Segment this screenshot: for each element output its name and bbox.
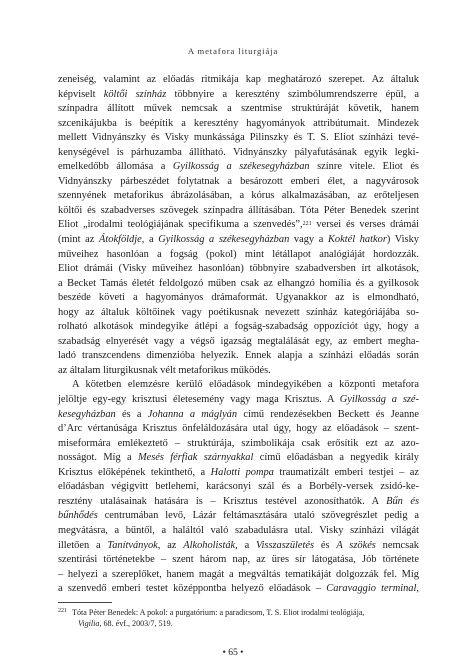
text-line	[58, 437, 419, 452]
text-segment: – helyezi a szereplőket, hanem magát a megváltás tematikáját dolgozzák fel. Míg	[58, 568, 419, 580]
text-line	[58, 393, 419, 408]
text-segment: resztény utalásainak hatására is – Krisztus testével azonosíthatók. A	[58, 495, 387, 507]
footnote	[58, 607, 419, 629]
text-line	[58, 568, 419, 583]
text-segment: szentírási történetekbe – szent három nap, az üres sír látogatása, Jób története	[58, 554, 419, 566]
footnote-text-line1: Tóta Péter Benedek: A pokol: a purgatórium: a paradicsom, T. S. Eliot irodalmi teológiája,	[72, 608, 365, 617]
text-line	[58, 175, 419, 190]
running-head: A metafora liturgiája	[187, 46, 279, 56]
text-segment: a szenvedő emberi testet középpontba helyező előadások –	[58, 583, 327, 595]
text-line	[58, 248, 419, 263]
italic-title: Visszaszületés	[255, 539, 315, 551]
italic-title: Alkoholisták	[183, 539, 236, 551]
text-segment: nemcsak	[375, 539, 420, 551]
text-segment: kenységével is párhuzamba állítható. Vidnyánszky pályafutásának egyik legki-	[58, 146, 419, 158]
text-segment: beszéde követi a hagyományos drámaformát. Ugyanakkor az is elmondható,	[58, 292, 419, 304]
text-segment: és a	[115, 408, 148, 420]
text-segment: ,	[416, 583, 419, 595]
text-line	[58, 480, 419, 495]
footnote-citation-details: , 68. évf., 2003/7, 519.	[99, 619, 173, 629]
text-line	[58, 262, 419, 277]
text-line	[58, 306, 419, 321]
text-line	[58, 582, 419, 597]
text-line	[58, 291, 419, 306]
text-segment: előadásban végigvitt betlehemi, karácsonyi szál és a Borbély-versek zsidó-ke-	[58, 481, 419, 493]
text-segment: ladó transzcendens dimenzióba helyezik. Ennek alapja a színházi előadás során	[58, 350, 419, 362]
text-segment: műveihez hasonlóan a fogság (pokol) mint létállapot analógiáját hordozzák.	[58, 248, 419, 260]
text-line	[58, 218, 419, 233]
text-segment: szennyének metaforikus ábrázolásában, a kórus alkalmazásában, az erőteljesen	[58, 190, 419, 202]
text-line	[58, 277, 419, 292]
italic-title: Bűn és	[386, 495, 419, 507]
text-segment: vagy a	[289, 234, 328, 246]
text-line	[58, 524, 419, 539]
text-line	[58, 451, 419, 466]
italic-title: költői színház	[103, 88, 167, 100]
text-segment: színpadra állított művek nemcsak a szentmise struktúráját követik, hanem	[58, 103, 419, 115]
footnote-text-line2	[58, 618, 419, 629]
text-line	[58, 88, 419, 103]
text-segment: zeneiség, valamint az előadás ritmikája kap meghatározó szerepet. Az általuk	[58, 74, 419, 85]
footnote-journal-title: Vigilia	[78, 619, 100, 629]
text-segment: Krisztus előképének tekinthető, a	[58, 466, 211, 478]
text-segment: Eliot „irodalmi teológiájának specifikuma a szenvedés”,	[58, 219, 303, 231]
text-segment: Eliot drámái (Visky műveihez hasonlóan) többnyire szabadversben írt alkotások,	[58, 263, 419, 275]
text-segment: költői és szabadverses szövegek színpadra állításában. Tóta Péter Benedek szerint	[58, 204, 419, 216]
text-line	[58, 349, 419, 364]
page-number: • 65 •	[222, 647, 244, 658]
italic-title: Gyilkosság a székesegyházban	[172, 161, 310, 173]
italic-title: bűnhődés	[58, 510, 98, 522]
text-segment: című rendezésekben Beckett és Jeanne	[237, 408, 419, 420]
text-line	[58, 146, 419, 161]
text-segment: című előadásban a negyedik király	[253, 452, 420, 464]
italic-title: Johanna a máglyán	[147, 408, 238, 420]
text-segment: emelkedőbb állomása a	[58, 161, 173, 173]
text-segment: ) Visky	[386, 234, 419, 246]
text-segment: A kötetben elemzésre kerülő előadások mindegyikében a központi metafora	[72, 379, 419, 391]
text-line	[58, 378, 419, 393]
text-segment: (mint az	[58, 234, 100, 246]
text-line	[58, 160, 419, 175]
text-segment: a Becket Tamás életét feldolgozó műben csak az elhangzó homília és a gyilkosok	[58, 277, 419, 289]
text-segment: szcenikájukba is beépítik a keresztény hagyományok attribútumait. Mindezek	[58, 117, 419, 129]
text-segment: hogy az általuk költőinek vagy poétikusnak nevezett színház kategóriájába so-	[58, 306, 419, 318]
text-line	[58, 408, 419, 423]
footnote-reference: 221	[302, 221, 312, 228]
text-line	[58, 131, 419, 146]
text-segment: d’Arc vértanúsága Krisztus önfeláldozására utal úgy, hogy az előadások – szent-	[58, 423, 419, 435]
italic-title: Halotti pompa	[210, 466, 274, 478]
text-segment: , a	[235, 539, 256, 551]
text-line	[58, 189, 419, 204]
text-line	[58, 364, 419, 379]
text-line	[58, 73, 419, 88]
text-segment: rolható alkotások mindegyike átlépi a fogság-szabadság oppozíciót úgy, hogy a	[58, 321, 419, 333]
text-segment: illetően a	[58, 539, 108, 551]
italic-title: Mesés férfiak szárnyakkal	[137, 452, 254, 464]
italic-title: Gyilkosság a szé-	[339, 394, 419, 406]
text-segment: színre vitele. Eliot és	[309, 161, 419, 173]
text-segment: képviselt	[58, 88, 104, 100]
text-segment: mellett Vidnyánszky és Visky munkássága Pilinszky és T. S. Eliot színházi tevé-	[58, 132, 419, 144]
footnote-divider	[58, 602, 112, 603]
text-line	[58, 495, 419, 510]
italic-title: A szökés	[336, 539, 376, 551]
text-line	[58, 539, 419, 554]
text-line	[58, 553, 419, 568]
text-segment: az általam liturgikusnak vélt metaforikus működés.	[58, 364, 271, 376]
italic-title: Tanítványok	[107, 539, 158, 551]
text-segment: megvátásra, a bűntől, a haláltól való szabadulásra utal. Visky színházi világát	[58, 524, 419, 536]
text-segment: traumatizált emberi testjei – az	[273, 466, 419, 478]
text-line	[58, 466, 419, 481]
text-segment: szabadság elnyerését vagy a végső igazság megtalálását egy, az embert megha-	[58, 335, 419, 347]
text-line	[58, 335, 419, 350]
text-segment: Vidnyánszky párbeszédet folytatnak a besározott emberi élet, a nagyvárosok	[58, 175, 419, 187]
text-segment: miseformára emlékeztető – struktúrája, szimbolikája csak erősítik ezt az azo-	[58, 437, 419, 449]
text-segment: centrumában levő, Lázár feltámasztására utaló szövegrészlet pedig a	[97, 510, 419, 522]
text-segment: többnyire a keresztény szimbólumrendszerre épül, a	[166, 88, 419, 100]
text-segment: , a	[141, 234, 159, 246]
text-line	[58, 320, 419, 335]
text-segment: és	[314, 539, 337, 551]
text-line	[58, 509, 419, 524]
text-line	[58, 422, 419, 437]
text-segment: , az	[157, 539, 184, 551]
body-text	[58, 73, 419, 597]
text-line	[58, 117, 419, 132]
italic-title: Gyilkosság a székesegyházban	[158, 234, 290, 246]
text-line	[58, 102, 419, 117]
text-line	[58, 204, 419, 219]
italic-title: Caravaggio terminal	[326, 583, 417, 595]
italic-title: Átokföldje	[99, 234, 142, 246]
italic-title: Koktél hatkor	[327, 234, 387, 246]
text-line	[58, 233, 419, 248]
text-segment: nosságot. Míg a	[58, 452, 138, 464]
text-segment: jelöltje egy-egy krisztusi életesemény vagy maga Krisztus. A	[58, 394, 340, 406]
text-segment: versei és verses drámái	[311, 219, 420, 231]
italic-title: kesegyházban	[58, 408, 116, 420]
footnote-number: 221	[58, 608, 67, 614]
